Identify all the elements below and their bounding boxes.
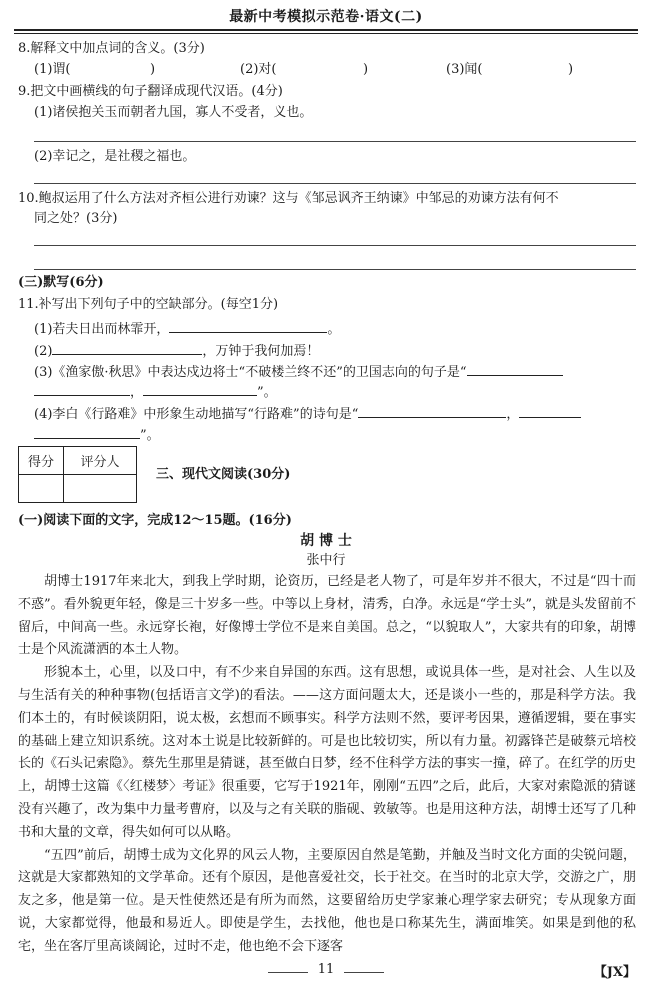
q10-line-2: 同之处？(3分) (34, 211, 118, 226)
section-3-title: (三)默写(6分) (18, 275, 104, 290)
q11-stem: 11.补写出下列句子中的空缺部分。(每空1分) (18, 297, 279, 312)
q10-line-1: 10.鲍叔运用了什么方法对齐桓公进行劝谏？这与《邹忌讽齐王纳谏》中邹忌的劝谏方法有何不 (18, 191, 559, 206)
article-author: 张中行 (306, 553, 346, 568)
q9-stem: 9.把文中画横线的句子翻译成现代汉语。(4分) (18, 84, 283, 99)
q8-stem: 8.解释文中加点词的含义。(3分) (18, 41, 205, 56)
fill-blank (52, 340, 202, 355)
answer-line (34, 183, 636, 184)
q8-item-1-close: ) (150, 62, 156, 77)
q11-line-3-cont (34, 381, 277, 402)
answer-line (34, 269, 636, 270)
answer-line (34, 141, 636, 142)
q11-l3-text: (3)《渔家傲·秋思》中表达戍边将士“不破楼兰终不还”的卫国志向的句子是“ (34, 365, 467, 380)
fill-blank (143, 381, 257, 396)
page-header: 最新中考模拟示范卷·语文(二) (229, 9, 423, 25)
q11-l1-end: 。 (327, 322, 341, 337)
q11-line-3 (34, 361, 563, 382)
article-paragraph: 形貌本土，心里，以及口中，有不少来自异国的东西。这有思想，或说具体一些，是对社会、人生以及与生活有关的种种事物(包括语言文学)的看法。——这方面问题太大，还是谈小一些的，那是科学方法。我们本土的，有时候谈阴阳，说太极，玄想而不顾事实。科学方法则不然，要评考因果，遵循逻辑，要在事实的基础上建立知识系统。这对本土说是比较新鲜的。可是也比较切实，所以有力量。初露锋芒是破蔡元培校长的《石头记索隐》。蔡先生那里是猜谜，甚至做白日梦，经不住科学方法的事实一撞，碎了。在红学的历史上，胡博士这篇《〈红楼梦〉考证》很重要，它写于1921年，刚刚“五四”之后，此后，大家对索隐派的猜谜没有兴趣了，改为集中力量考曹府，以及与之有关联的脂砚、敦敏等。也是用这种方法，胡博士还写了几种书和大量的文章，得失如何可以从略。 (18, 665, 636, 840)
q11-line-4-cont (34, 424, 160, 445)
q11-line-1 (34, 318, 340, 339)
q11-l3-end: ”。 (257, 385, 277, 400)
header-rule (14, 29, 638, 31)
fill-blank (519, 403, 581, 418)
q11-l2-end: ，万钟于我何加焉！ (202, 344, 320, 359)
grader-header: 评分人 (64, 447, 137, 475)
score-header: 得分 (19, 447, 64, 475)
q11-line-4 (34, 403, 581, 424)
q9-sentence-2: (2)幸记之，是社稷之福也。 (34, 149, 196, 164)
article-paragraph: “五四”前后，胡博士成为文化界的风云人物，主要原因自然是笔勤，并触及当时文化方面的尖锐问题，这就是大家都熟知的文学革命。还有个原因，是他喜爱社交，长于社交。在当时的北京大学，交游之广，朋友之多，他是第一位。是天性使然还是有所为而然，这要留给历史学家兼心理学家去研究；专从现象方面说，大家都觉得，他最和易近人。即使是学生，去找他，他也是口称某先生，满面堆笑。如果是到他的私宅，坐在客厅里高谈阔论，过时不走，他也绝不会下逐客 (18, 847, 636, 954)
q11-l4-text: (4)李白《行路难》中形象生动地描写“行路难”的诗句是“ (34, 407, 359, 422)
q8-item-3-open: (3)闻( (446, 62, 483, 77)
q11-l4-end: ”。 (140, 428, 160, 443)
edition-code: 【JX】 (593, 965, 636, 980)
q11-l2-text: (2) (34, 344, 53, 359)
q11-l3-comma: ， (130, 385, 144, 400)
reading-instruction: (一)阅读下面的文字，完成12～15题。(16分) (18, 513, 292, 528)
q11-line-2 (34, 340, 319, 361)
fill-blank (34, 424, 140, 439)
q11-l4-comma: ， (506, 407, 520, 422)
q8-item-3-close: ) (568, 62, 574, 77)
q11-l1-text: (1)若夫日出而林霏开， (34, 322, 170, 337)
q8-item-2-close: ) (363, 62, 369, 77)
header-rule-thin (14, 33, 638, 34)
article-body (18, 571, 636, 959)
q8-item-1-open: (1)谓( (34, 62, 71, 77)
fill-blank (34, 381, 130, 396)
grader-cell (64, 475, 137, 503)
fill-blank (169, 318, 327, 333)
fill-blank (467, 361, 563, 376)
score-cell (19, 475, 64, 503)
article-title: 胡 博 士 (300, 533, 352, 549)
q9-sentence-1: (1)诸侯抱关玉而朝者九国，寡人不受者，义也。 (34, 105, 313, 120)
q8-item-2-open: (2)对( (240, 62, 277, 77)
section-modern-title: 三、现代文阅读(30分) (156, 467, 291, 482)
article-paragraph: 胡博士1917年来北大，到我上学时期，论资历，已经是老人物了，可是年岁并不很大，不过是“四十而不惑”。看外貌更年轻，像是三十岁多一些。中等以上身材，清秀，白净。永远是“学士头”，就是头发留前不留后，中间高一些。永远穿长袍，好像博士学位不是来自美国。总之，“以貌取人”，大家共有的印象，胡博士是个风流潇洒的本土人物。 (18, 574, 636, 658)
score-table (18, 446, 137, 503)
fill-blank (358, 403, 506, 418)
answer-line (34, 245, 636, 246)
page-number: 11 (317, 962, 335, 977)
